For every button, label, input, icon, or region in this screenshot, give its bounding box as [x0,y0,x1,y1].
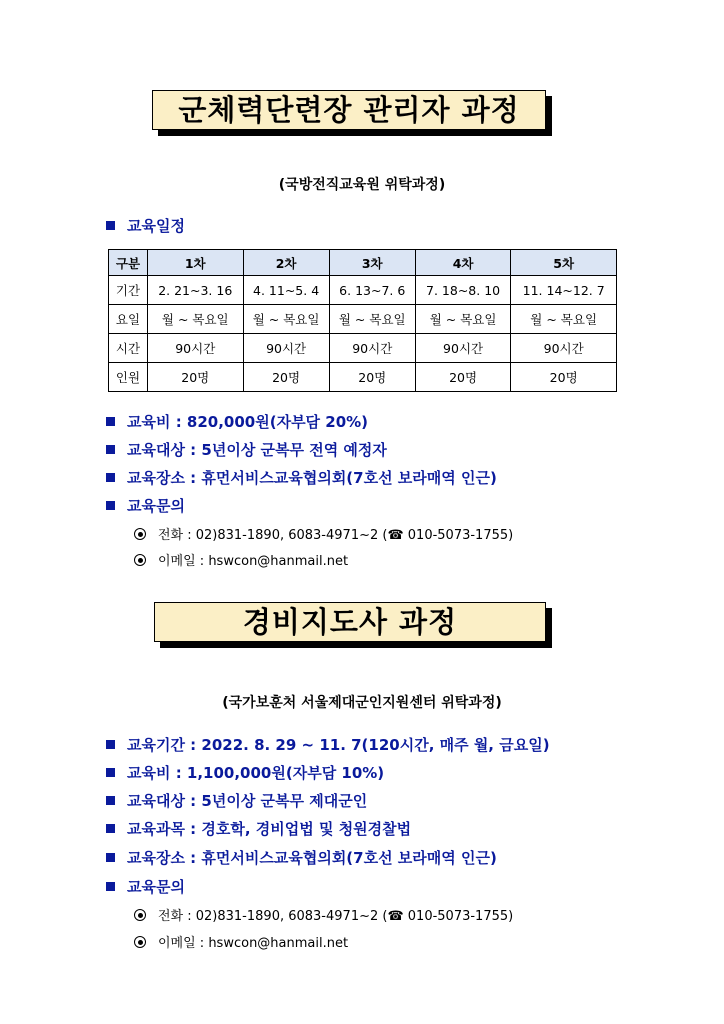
square-bullet-icon [106,445,115,454]
table-cell: 4. 11~5. 4 [243,276,329,305]
schedule-heading: 교육일정 [106,215,185,236]
square-bullet-icon [106,473,115,482]
table-header-cell: 구분 [109,250,148,276]
section1-title: 군체력단련장 관리자 과정 [152,90,546,130]
square-bullet-icon [106,501,115,510]
section2-title: 경비지도사 과정 [154,602,546,642]
table-header-cell: 2차 [243,250,329,276]
section1-subtitle: (국방전직교육원 위탁과정) [278,177,446,193]
table-header-cell: 4차 [415,250,511,276]
email-line: 이메일 : hswcon@hanmail.net [134,550,348,569]
table-cell: 인원 [109,363,148,392]
fee-line: 교육비 : 820,000원(자부담 20%) [106,411,368,432]
table-header-cell: 5차 [511,250,617,276]
table-cell: 7. 18~8. 10 [415,276,511,305]
square-bullet-icon [106,768,115,777]
email-line: 이메일 : hswcon@hanmail.net [134,932,348,951]
square-bullet-icon [106,417,115,426]
section2-subtitle: (국가보훈처 서울제대군인지원센터 위탁과정) [222,695,502,711]
subjects-line: 교육과목 : 경호학, 경비업법 및 청원경찰법 [106,818,411,839]
table-row [109,334,617,363]
square-bullet-icon [106,853,115,862]
circle-dot-icon [134,554,146,566]
table-cell: 90시간 [148,334,244,363]
table-cell: 90시간 [243,334,329,363]
table-row [109,363,617,392]
table-cell: 월 ~ 목요일 [148,305,244,334]
square-bullet-icon [106,221,115,230]
table-cell: 20명 [148,363,244,392]
table-cell: 월 ~ 목요일 [329,305,415,334]
table-cell: 기간 [109,276,148,305]
square-bullet-icon [106,796,115,805]
circle-dot-icon [134,909,146,921]
table-header-cell: 1차 [148,250,244,276]
table-header-row [109,250,617,276]
table-cell: 20명 [511,363,617,392]
location-line: 교육장소 : 휴먼서비스교육협의회(7호선 보라매역 인근) [106,847,497,868]
table-cell: 요일 [109,305,148,334]
period-line: 교육기간 : 2022. 8. 29 ~ 11. 7(120시간, 매주 월, 금요일) [106,734,550,755]
table-cell: 20명 [329,363,415,392]
inquiry-heading: 교육문의 [106,876,185,897]
inquiry-heading: 교육문의 [106,495,185,516]
table-cell: 월 ~ 목요일 [511,305,617,334]
schedule-table [108,249,617,392]
table-cell: 20명 [243,363,329,392]
table-cell: 월 ~ 목요일 [415,305,511,334]
table-cell: 90시간 [511,334,617,363]
table-cell: 6. 13~7. 6 [329,276,415,305]
table-header-cell: 3차 [329,250,415,276]
square-bullet-icon [106,882,115,891]
fee-line: 교육비 : 1,100,000원(자부담 10%) [106,762,384,783]
table-cell: 시간 [109,334,148,363]
square-bullet-icon [106,824,115,833]
phone-line: 전화 : 02)831-1890, 6083-4971~2 (☎ 010-5073-1755) [134,905,513,924]
circle-dot-icon [134,528,146,540]
target-line: 교육대상 : 5년이상 군복무 전역 예정자 [106,439,387,460]
target-line: 교육대상 : 5년이상 군복무 제대군인 [106,790,367,811]
table-cell: 월 ~ 목요일 [243,305,329,334]
circle-dot-icon [134,936,146,948]
table-cell: 90시간 [329,334,415,363]
phone-line: 전화 : 02)831-1890, 6083-4971~2 (☎ 010-5073-1755) [134,524,513,543]
table-cell: 90시간 [415,334,511,363]
table-row [109,276,617,305]
table-cell: 20명 [415,363,511,392]
square-bullet-icon [106,740,115,749]
table-cell: 11. 14~12. 7 [511,276,617,305]
table-cell: 2. 21~3. 16 [148,276,244,305]
table-row [109,305,617,334]
location-line: 교육장소 : 휴먼서비스교육협의회(7호선 보라매역 인근) [106,467,497,488]
